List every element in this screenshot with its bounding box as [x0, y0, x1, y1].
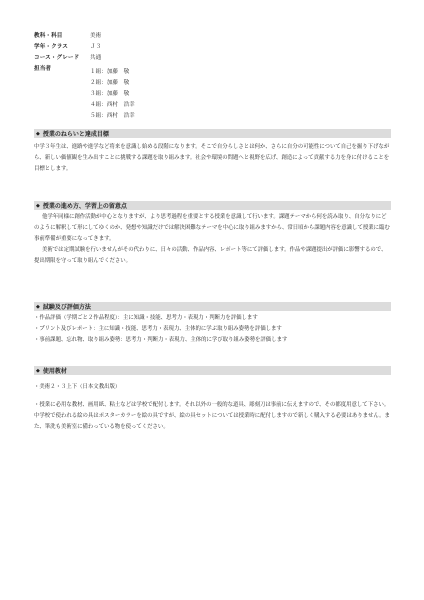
- teacher-list: [90, 65, 135, 120]
- method-title: 授業の進め方、学習上の留意点: [42, 203, 127, 210]
- diamond-bullet-icon: ◆: [36, 367, 40, 374]
- teacher-entry: ５組：西村 浩幸: [90, 112, 135, 119]
- teacher-label: 担当者: [34, 65, 52, 72]
- materials-item-textbook: ・美術２・３上下（日本文教出版）: [34, 384, 121, 390]
- method-paragraph-1: 他学年同様に創作活動が中心となりますが、より思考過程を重要とする授業を意識して行います。課題テーマから何を読み取り、自分なりにどのように解釈して形にしてゆくのか、発想や知識だけでは解決困難なテーマを中心に取り組みますから、常日頃から課題内容を意識して授業に臨む事前準備が重要になってきます。: [34, 214, 390, 242]
- diamond-bullet-icon: ◆: [36, 130, 40, 137]
- method-paragraph-2: 美術では定期試験を行いませんがその代わりに、日々の活動、作品内容、レポート等にて評価します。作品や課題提出が評価に影響するので、提出期限を守って取り組んでください。: [34, 247, 387, 264]
- teacher-entry: ４組：西村 浩幸: [90, 101, 135, 108]
- grade-label: 学年・クラス: [34, 43, 68, 50]
- method-body: [34, 212, 391, 267]
- grade-value: Ｊ３: [90, 43, 102, 50]
- evaluation-item: ・プリント及びレポート：主に知識・技能、思考力・表現力、主体的に学ぶ取り組み姿勢を評価します: [34, 326, 282, 332]
- diamond-bullet-icon: ◆: [36, 303, 40, 310]
- teacher-entry: ２組：加藤 敬: [90, 79, 130, 86]
- materials-list: [34, 382, 391, 433]
- evaluation-title: 試験及び評価方法: [42, 304, 91, 311]
- materials-item-supplies: ・授業に必用な教材、画用紙、粘土などは学校で配付します。それ以外の一般的な道具、彫刻刀は事前に伝えますので、その都度用意して下さい。中学校で使われる絵の具はポスターカラーを絵の具ですが、絵の具セットについては授業時に配付しますので新しく購入する必要はありません。また、筆洗も美術室に備わっている物を使ってください。: [34, 402, 390, 430]
- subject-row: [34, 29, 101, 40]
- course-value: 共通: [90, 54, 102, 61]
- evaluation-item: ・作品評価（学期ごと２作品程度）：主に知識・技能、思考力・表現力・判断力を評価します: [34, 315, 258, 321]
- materials-title: 使用教材: [42, 368, 67, 375]
- teacher-entry: ３組：加藤 敬: [90, 90, 130, 97]
- evaluation-list: [34, 313, 391, 346]
- grade-row: [34, 40, 101, 51]
- goals-heading: [34, 129, 391, 138]
- method-heading: [34, 201, 391, 210]
- materials-heading: [34, 366, 391, 375]
- teacher-entry: １組：加藤 敬: [90, 68, 130, 75]
- course-label: コース・グレード: [34, 54, 80, 61]
- subject-value: 美術: [90, 32, 102, 39]
- diamond-bullet-icon: ◆: [36, 202, 40, 209]
- subject-label: 教科・科目: [34, 32, 63, 39]
- evaluation-heading: [34, 302, 391, 311]
- evaluation-item: ・事前課題、忘れ物、取り組み姿勢：思考力・判断力・表現力、主体的に学び取り組み姿勢を評価します: [34, 337, 288, 343]
- goals-text: 中学３年生は、進路や進学など将来を意識し始める段階になります。そこで自分らしさとは何か、さらに自分の可能性について自己を掘り下げながら、新しい価値観を生み出すことに挑戦する課題を取り組みます。社会や環境の問題へと視野を広げ、創造によって貢献する力を身に付けることを目標とします。: [34, 144, 390, 172]
- course-row: [34, 51, 101, 62]
- goals-title: 授業のねらいと達成目標: [42, 131, 109, 138]
